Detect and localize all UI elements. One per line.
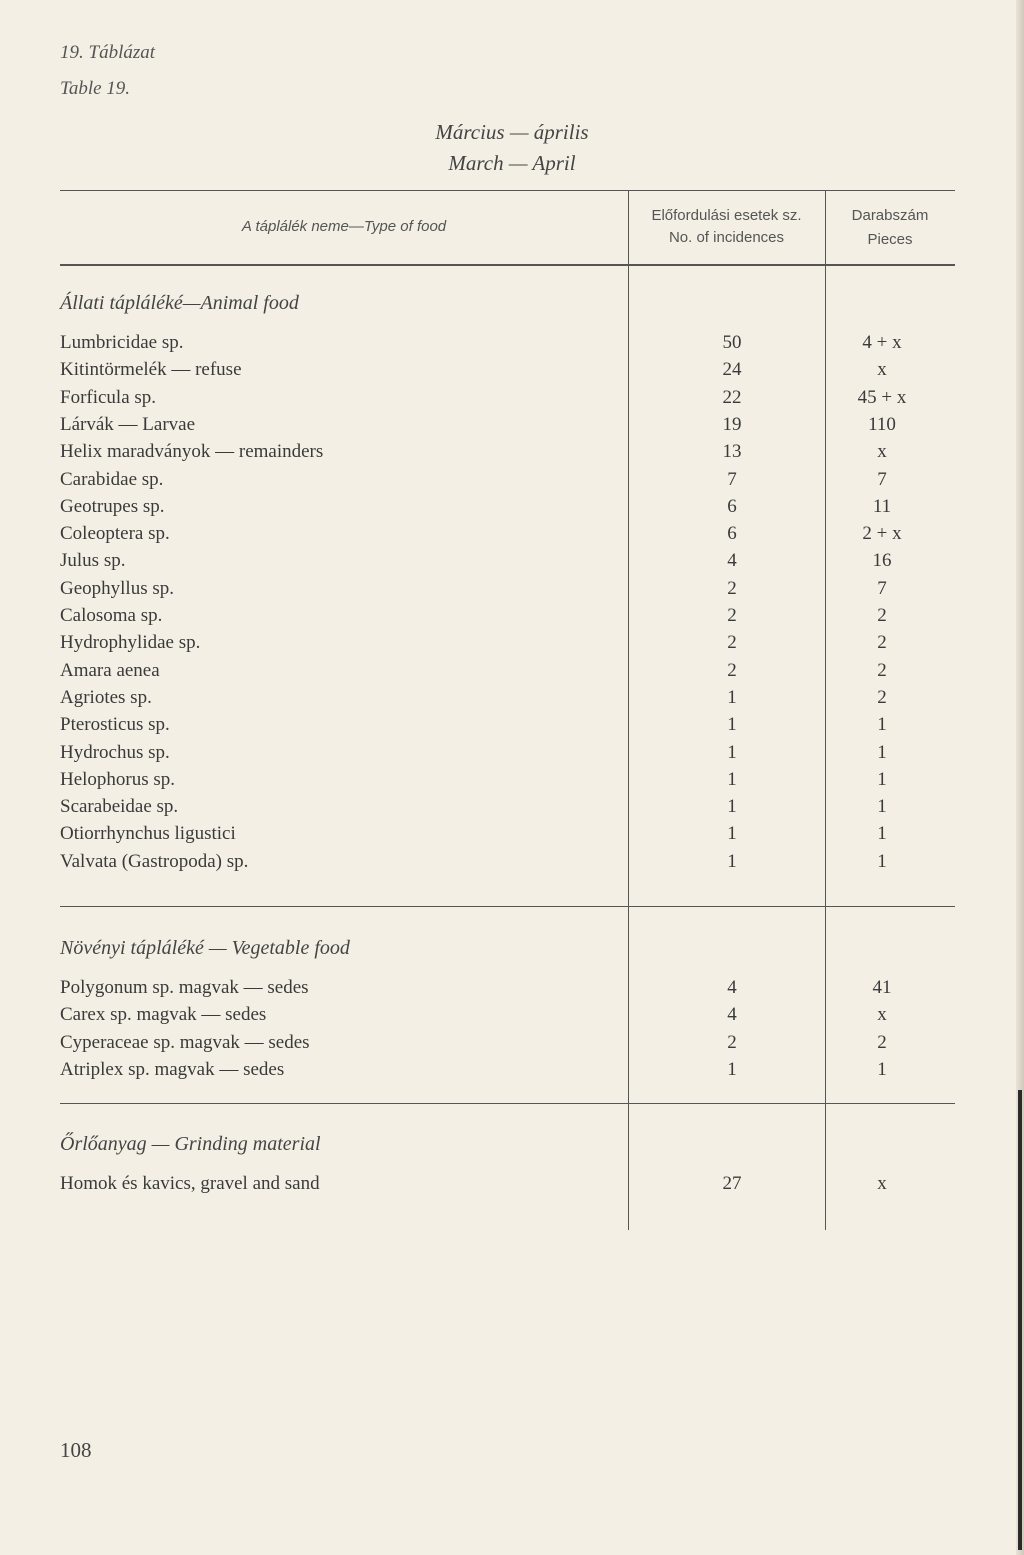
table-row <box>0 742 1024 769</box>
table-row <box>0 851 1024 878</box>
food-type-cell: Polygonum sp. magvak — sedes <box>60 977 309 998</box>
incidences-cell: 4 <box>727 977 737 998</box>
header-incidences-hu: Előfordulási esetek sz. <box>651 207 802 224</box>
pieces-cell: 41 <box>872 977 892 998</box>
table-row <box>0 796 1024 823</box>
table-row <box>0 332 1024 359</box>
incidences-cell: 4 <box>727 550 737 572</box>
table-row <box>0 550 1024 577</box>
table-row <box>0 441 1024 468</box>
section-title-vegetable-food: Növényi tápláléké — Vegetable food <box>60 937 350 959</box>
table-row <box>0 578 1024 605</box>
incidences-cell: 1 <box>727 850 737 872</box>
pieces-cell: 11 <box>872 495 892 517</box>
table-row <box>0 687 1024 714</box>
food-type-cell: Lumbricidae sp. <box>60 332 184 353</box>
food-type-cell: Valvata (Gastropoda) sp. <box>60 850 249 872</box>
incidences-cell: 2 <box>727 632 737 654</box>
table-row <box>0 496 1024 523</box>
incidences-cell: 19 <box>722 413 742 435</box>
pieces-cell: 1 <box>877 768 887 790</box>
table-row <box>0 823 1024 850</box>
header-type-of-food: A táplálék neme—Type of food <box>241 218 447 235</box>
incidences-cell: 22 <box>722 386 742 408</box>
pieces-cell: 45 + x <box>857 386 907 408</box>
incidences-cell: 2 <box>727 577 737 599</box>
pieces-cell: 1 <box>877 714 887 736</box>
incidences-cell: 7 <box>727 468 737 490</box>
pieces-cell: 1 <box>877 850 887 872</box>
incidences-cell: 27 <box>722 1173 742 1194</box>
table-caption-en: Table 19. <box>60 78 131 99</box>
section-title-animal-food: Állati tápláléké—Animal food <box>60 292 299 314</box>
incidences-cell: 24 <box>722 359 742 381</box>
table-row <box>0 387 1024 414</box>
food-type-cell: Geotrupes sp. <box>60 495 165 517</box>
food-type-cell: Coleoptera sp. <box>60 523 170 545</box>
pieces-cell: 2 <box>877 659 887 681</box>
food-type-cell: Carabidae sp. <box>60 468 164 490</box>
food-type-cell: Lárvák — Larvae <box>60 413 196 435</box>
pieces-cell: 2 + x <box>862 523 902 545</box>
pieces-cell: x <box>877 359 887 381</box>
pieces-cell: 4 + x <box>862 332 902 353</box>
table-row <box>0 660 1024 687</box>
table-row <box>0 632 1024 659</box>
food-type-cell: Julus sp. <box>60 550 126 572</box>
food-type-cell: Homok és kavics, gravel and sand <box>60 1173 320 1194</box>
incidences-cell: 1 <box>727 686 737 708</box>
pieces-cell: 2 <box>877 686 887 708</box>
food-type-cell: Cyperaceae sp. magvak — sedes <box>60 1031 310 1053</box>
incidences-cell: 1 <box>727 768 737 790</box>
header-bottom-rule <box>60 264 955 266</box>
food-type-cell: Atriplex sp. magvak — sedes <box>60 1058 285 1080</box>
period-en: March — April <box>448 151 576 175</box>
incidences-cell: 1 <box>727 796 737 818</box>
period-hu: Március — április <box>435 120 589 144</box>
table-row <box>0 1032 1024 1059</box>
food-type-cell: Pterosticus sp. <box>60 714 170 736</box>
incidences-cell: 2 <box>727 605 737 626</box>
table-caption-hu: 19. Táblázat <box>60 42 156 63</box>
header-pieces-hu: Darabszám <box>851 207 929 224</box>
pieces-cell: 1 <box>877 796 887 818</box>
food-type-cell: Kitintörmelék — refuse <box>60 359 242 381</box>
food-type-cell: Helix maradványok — remainders <box>60 441 324 463</box>
section-rule-2 <box>60 1103 955 1104</box>
incidences-cell: 6 <box>727 495 737 517</box>
section-title-grinding-material: Őrlőanyag — Grinding material <box>60 1133 321 1155</box>
food-type-cell: Otiorrhynchus ligustici <box>60 823 236 845</box>
food-type-cell: Forficula sp. <box>60 386 157 408</box>
incidences-cell: 13 <box>722 441 742 463</box>
header-pieces-en: Pieces <box>867 231 913 248</box>
pieces-cell: 7 <box>877 468 887 490</box>
table-row <box>0 1059 1024 1086</box>
food-type-cell: Geophyllus sp. <box>60 577 174 599</box>
table-row <box>0 714 1024 741</box>
incidences-cell: 1 <box>727 823 737 845</box>
food-type-cell: Helophorus sp. <box>60 768 176 790</box>
incidences-cell: 50 <box>722 332 742 353</box>
food-type-cell: Hydrophylidae sp. <box>60 632 201 654</box>
pieces-cell: 2 <box>877 632 887 654</box>
section-rule-1 <box>60 906 955 907</box>
table-row <box>0 359 1024 386</box>
table-row <box>0 1173 1024 1200</box>
food-type-cell: Carex sp. magvak — sedes <box>60 1004 267 1026</box>
incidences-cell: 2 <box>727 1031 737 1053</box>
table-row <box>0 769 1024 796</box>
pieces-cell: x <box>877 441 887 463</box>
incidences-cell: 1 <box>727 714 737 736</box>
pieces-cell: 1 <box>877 741 887 763</box>
incidences-cell: 2 <box>727 659 737 681</box>
page-number: 108 <box>60 1438 92 1462</box>
food-type-cell: Amara aenea <box>60 659 160 681</box>
table-row <box>0 977 1024 1004</box>
pieces-cell: 16 <box>872 550 892 572</box>
pieces-cell: 2 <box>877 605 887 626</box>
incidences-cell: 4 <box>727 1004 737 1026</box>
food-type-cell: Scarabeidae sp. <box>60 796 179 818</box>
pieces-cell: 110 <box>868 413 896 435</box>
table-row <box>0 605 1024 632</box>
incidences-cell: 1 <box>727 1058 737 1080</box>
incidences-cell: 6 <box>727 523 737 545</box>
header-incidences-en: No. of incidences <box>668 229 785 246</box>
table-top-rule <box>60 190 955 191</box>
table-row <box>0 1004 1024 1031</box>
pieces-cell: x <box>877 1004 887 1026</box>
table-row <box>0 523 1024 550</box>
pieces-cell: 1 <box>877 1058 887 1080</box>
table-row <box>0 414 1024 441</box>
incidences-cell: 1 <box>727 741 737 763</box>
pieces-cell: 7 <box>877 577 887 599</box>
table-row <box>0 469 1024 496</box>
food-type-cell: Agriotes sp. <box>60 686 152 708</box>
pieces-cell: 1 <box>877 823 887 845</box>
food-type-cell: Hydrochus sp. <box>60 741 170 763</box>
food-type-cell: Calosoma sp. <box>60 605 163 626</box>
pieces-cell: x <box>877 1173 887 1194</box>
pieces-cell: 2 <box>877 1031 887 1053</box>
